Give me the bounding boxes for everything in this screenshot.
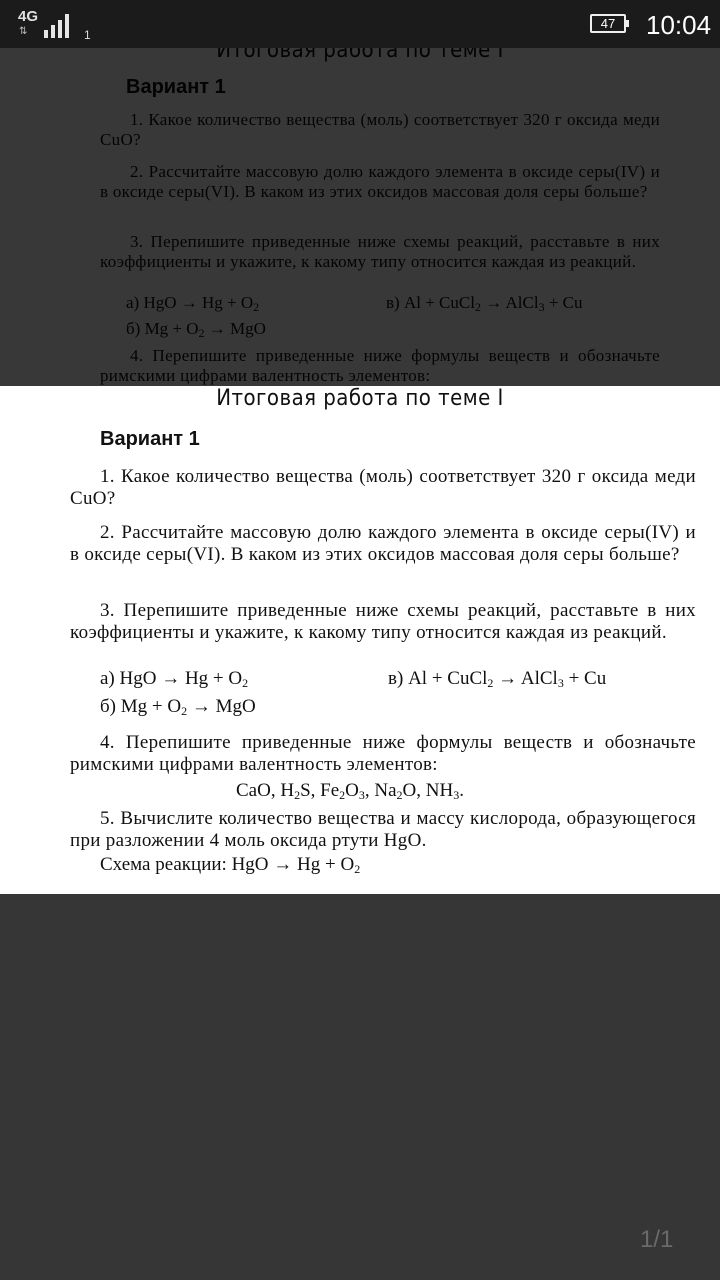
battery-level: 47 xyxy=(600,16,616,31)
question-1: 1. Какое количество вещества (моль) соответствует 320 г оксида меди CuO? xyxy=(70,466,696,509)
document-page[interactable] xyxy=(0,386,720,894)
sim-slot: 1 xyxy=(84,28,91,42)
formulas-list: CaO, $H_2S$, $Fe_2O_3$, $Na_2O$, $NH_3$. xyxy=(236,780,464,802)
variant-heading: Вариант 1 xyxy=(100,428,200,450)
battery-icon xyxy=(590,14,626,33)
clock: 10:04 xyxy=(646,10,712,40)
dim-overlay xyxy=(0,0,720,386)
page-indicator: 1/1 xyxy=(640,1226,674,1253)
dimmed-page-preview[interactable] xyxy=(0,0,720,386)
network-type: 4G xyxy=(18,8,39,25)
question-3: 3. Перепишите приведенные ниже схемы реакций, расставьте в них коэффициенты и укажите, к какому типу относится каждая из реакций. xyxy=(70,600,696,643)
reaction-v: в) Al + CuCl$_2$ → AlCl$_3$ + Cu xyxy=(388,668,607,690)
signal-icon xyxy=(44,12,74,38)
data-activity-icon: ⇅ xyxy=(19,26,27,37)
doc-title: Итоговая работа по теме I xyxy=(216,386,504,411)
question-4: 4. Перепишите приведенные ниже формулы веществ и обозначьте римскими цифрами валентность элементов: xyxy=(70,732,696,775)
question-5: 5. Вычислите количество вещества и массу кислорода, образующегося при разложении 4 моль оксида ртути HgO. xyxy=(70,808,696,851)
question-2: 2. Рассчитайте массовую долю каждого элемента в оксиде серы(IV) и в оксиде серы(VI). В каком из этих оксидов массовая доля серы больше? xyxy=(70,522,696,565)
reaction-b: б) $Mg + O_2$ → MgO xyxy=(100,696,256,718)
reaction-scheme: Схема реакции: HgO → $Hg + O_2$ xyxy=(100,854,361,876)
status-bar xyxy=(0,0,720,48)
reaction-a: а) HgO → $Hg + O_2$ xyxy=(100,668,249,690)
